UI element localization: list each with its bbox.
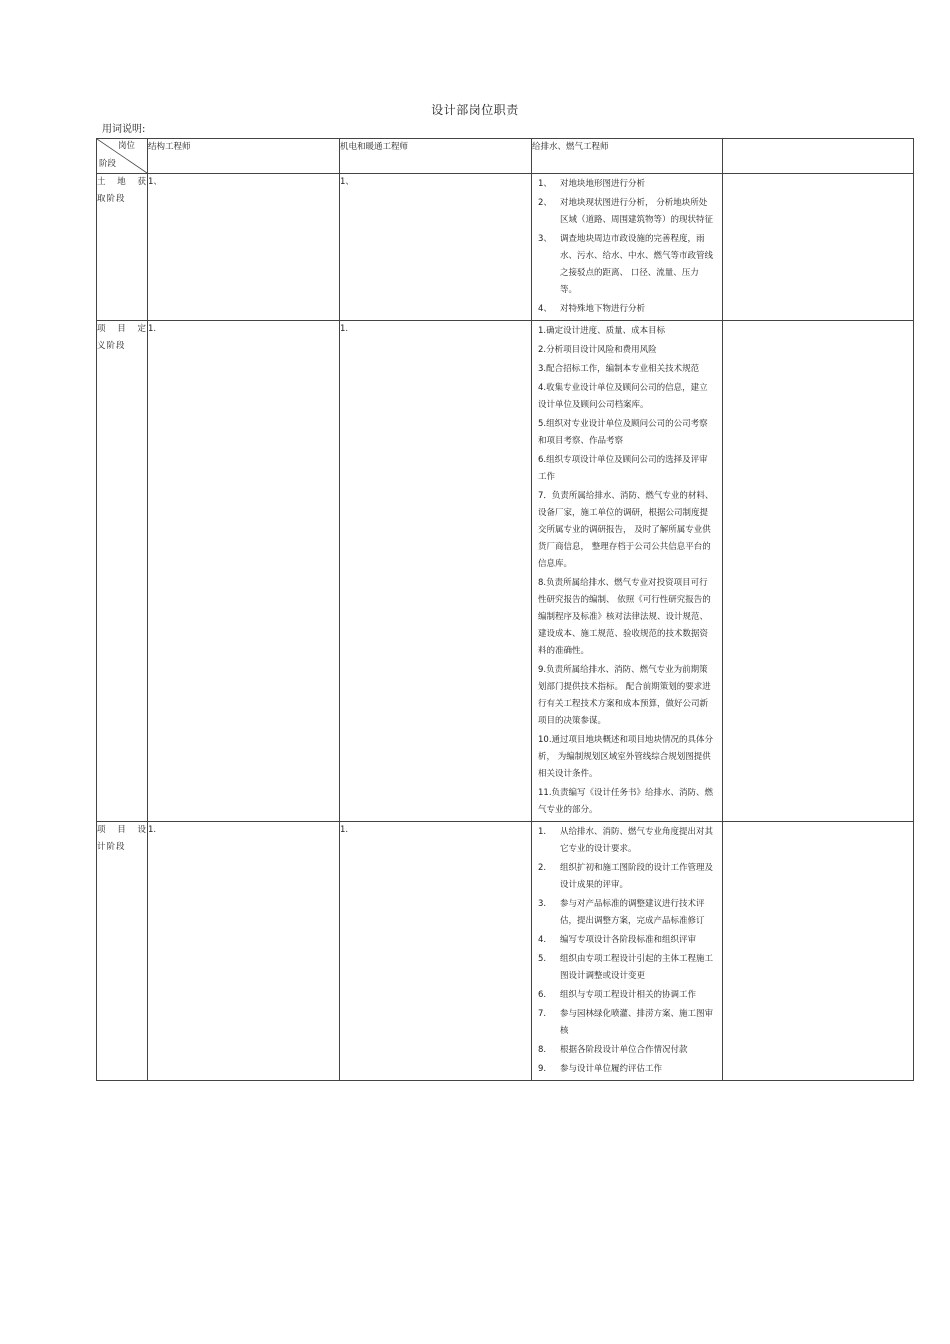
stage-name-part: 取阶段 <box>97 194 126 204</box>
stage-name-cell <box>97 174 148 321</box>
document-title: 设计部岗位职责 <box>431 103 519 117</box>
list-item: 1、 对地块地形图进行分析 <box>538 179 646 189</box>
list-item: 1.确定设计进度、质量、成本目标 <box>538 326 666 336</box>
stage-name-part: 土地获 <box>97 177 147 187</box>
list-item: 4.收集专业设计单位及顾问公司的信息，建立设计单位及顾问公司档案库。 <box>538 383 708 410</box>
duty-list <box>532 321 722 819</box>
list-item: 6. 组织与专项工程设计相关的协调工作 <box>538 990 697 1000</box>
stage-row-project-design <box>97 822 914 1081</box>
stage-row-land-acquisition <box>97 174 914 321</box>
stage-row-project-definition <box>97 321 914 822</box>
mep-cell: 1. <box>340 822 532 1081</box>
corner-label-post: 岗位 <box>117 141 135 151</box>
empty-cell <box>723 822 914 1081</box>
stage-name-cell <box>97 321 148 822</box>
list-item: 8. 根据各阶段设计单位合作情况付款 <box>538 1045 688 1055</box>
structural-cell: 1. <box>148 822 340 1081</box>
header-plumbing-gas-engineer: 给排水、燃气工程师 <box>532 139 723 174</box>
stage-name-part: 项目定 <box>97 324 147 334</box>
header-empty <box>723 139 914 174</box>
list-item: 2、 对地块现状图进行分析， 分析地块所处区域（道路、周围建筑物等）的现状特征 <box>538 198 714 225</box>
structural-cell: 1. <box>148 321 340 822</box>
stage-name-cell <box>97 822 148 1081</box>
corner-header-cell <box>97 139 148 174</box>
list-item: 2.分析项目设计风险和费用风险 <box>538 345 657 355</box>
list-item: 3. 参与对产品标准的调整建议进行技术评估，提出调整方案，完成产品标准修订 <box>538 899 705 926</box>
list-item: 5. 组织由专项工程设计引起的主体工程施工图设计调整或设计变更 <box>538 954 714 981</box>
list-item: 3、 调查地块周边市政设施的完善程度，雨水、污水、给水、中水、燃气等市政管线之接驳点的距离、 口径、流量、压力等。 <box>538 234 714 295</box>
plumbing-cell <box>532 321 723 822</box>
list-item: 7．负责所属给排水、消防、燃气专业的材料、设备厂家，施工单位的调研，根据公司制度提交所属专业的调研报告， 及时了解所属专业供货厂商信息， 整理存档于公司公共信息平台的信息库。 <box>538 491 714 569</box>
list-item: 6.组织专项设计单位及顾问公司的选择及评审工作 <box>538 455 708 482</box>
corner-label-stage: 阶段 <box>99 159 117 169</box>
empty-cell <box>723 174 914 321</box>
header-mep-hvac-engineer: 机电和暖通工程师 <box>340 139 532 174</box>
list-item: 5.组织对专业设计单位及顾问公司的公司考察和项目考察、作品考察 <box>538 419 708 446</box>
stage-name-part: 项目设 <box>97 825 147 835</box>
list-item: 3.配合招标工作，编制本专业相关技术规范 <box>538 364 700 374</box>
list-item: 9. 参与设计单位履约评估工作 <box>538 1064 663 1074</box>
list-item: 8.负责所属给排水、燃气专业对投资项目可行性研究报告的编制、 依照《可行性研究报告的编制程序及标准》核对法律法规、设计规范、建设成本、施工规范、验收规范的技术数据资料的准确性。 <box>538 578 711 656</box>
list-item: 1. 从给排水、消防、燃气专业角度提出对其它专业的设计要求。 <box>538 827 714 854</box>
list-item: 4. 编写专项设计各阶段标准和组织评审 <box>538 935 697 945</box>
plumbing-cell <box>532 822 723 1081</box>
list-item: 7. 参与园林绿化喷灌、排涝方案、施工图审核 <box>538 1009 714 1036</box>
list-item: 9.负责所属给排水、消防、燃气专业为前期策划部门提供技术指标。 配合前期策划的要求进行有关工程技术方案和成本预算，做好公司新项目的决策参谋。 <box>538 665 711 726</box>
header-row <box>97 139 914 174</box>
header-structural-engineer: 结构工程师 <box>148 139 340 174</box>
terms-note: 用词说明: <box>102 124 146 135</box>
duty-list <box>532 822 722 1078</box>
structural-cell: 1、 <box>148 174 340 321</box>
list-item: 2. 组织扩初和施工图阶段的设计工作管理及设计成果的评审。 <box>538 863 714 890</box>
duty-table <box>96 138 914 1081</box>
list-item: 10.通过项目地块概述和项目地块情况的具体分析， 为编制规划区域室外管线综合规划图提供相关设计条件。 <box>538 735 714 779</box>
empty-cell <box>723 321 914 822</box>
stage-name-part: 计阶段 <box>97 842 126 852</box>
mep-cell: 1. <box>340 321 532 822</box>
mep-cell: 1、 <box>340 174 532 321</box>
list-item: 11.负责编写《设计任务书》给排水、消防、燃气专业的部分。 <box>538 788 714 815</box>
duty-list <box>532 174 722 318</box>
list-item: 4、 对特殊地下物进行分析 <box>538 304 646 314</box>
stage-name-part: 义阶段 <box>97 341 126 351</box>
plumbing-cell <box>532 174 723 321</box>
